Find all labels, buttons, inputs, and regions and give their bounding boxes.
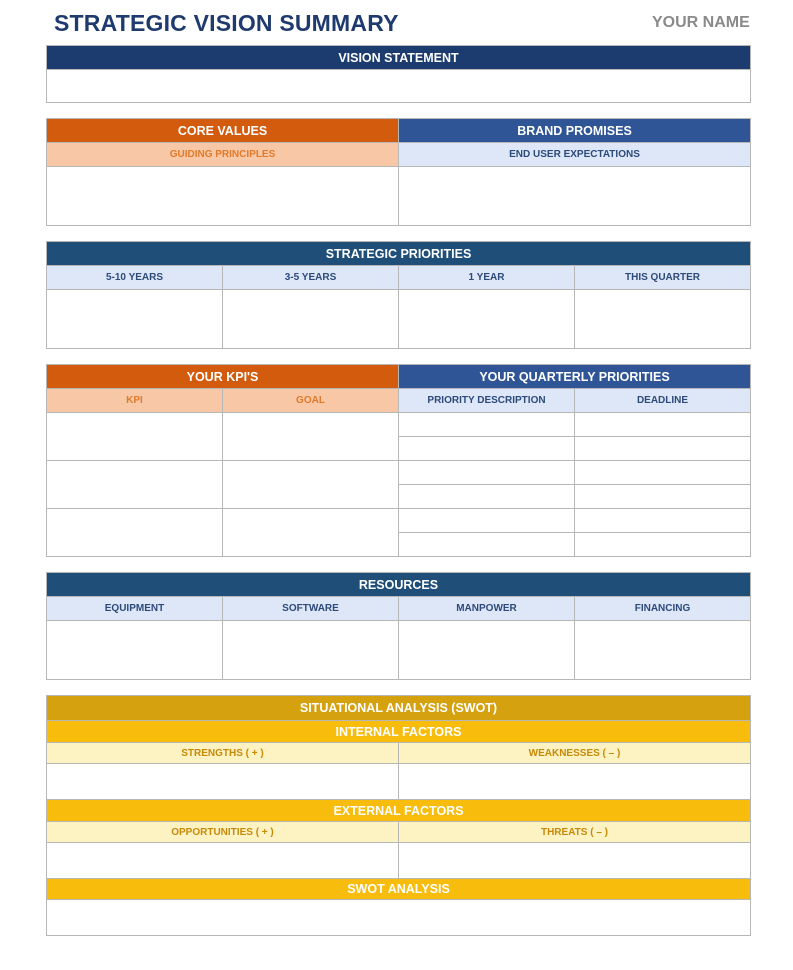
end-user-expectations-label: END USER EXPECTATIONS [399, 143, 751, 167]
page-title: STRATEGIC VISION SUMMARY [54, 10, 399, 36]
deadline-input[interactable] [575, 533, 751, 557]
priority-description-label: PRIORITY DESCRIPTION [399, 389, 575, 413]
deadline-input[interactable] [575, 413, 751, 437]
kpi-input[interactable] [47, 509, 223, 557]
weaknesses-label: WEAKNESSES ( – ) [399, 743, 751, 764]
priority-input[interactable] [399, 290, 575, 349]
resources-header: RESOURCES [47, 573, 751, 597]
priority-description-input[interactable] [399, 461, 575, 485]
threats-label: THREATS ( – ) [399, 822, 751, 843]
resource-col-label: MANPOWER [399, 597, 575, 621]
core-values-input[interactable] [47, 167, 399, 226]
priorities-section [46, 241, 751, 349]
deadline-input[interactable] [575, 461, 751, 485]
weaknesses-input[interactable] [399, 764, 751, 800]
core-values-header: CORE VALUES [47, 119, 399, 143]
priority-description-input[interactable] [399, 437, 575, 461]
deadline-input[interactable] [575, 485, 751, 509]
internal-factors-header: INTERNAL FACTORS [47, 721, 751, 743]
priority-col-label: 3-5 YEARS [223, 266, 399, 290]
goal-input[interactable] [223, 509, 399, 557]
threats-input[interactable] [399, 843, 751, 879]
opportunities-input[interactable] [47, 843, 399, 879]
goal-label: GOAL [223, 389, 399, 413]
kpi-label: KPI [47, 389, 223, 413]
swot-section [46, 695, 751, 936]
kpi-input[interactable] [47, 461, 223, 509]
goal-input[interactable] [223, 461, 399, 509]
resource-col-label: SOFTWARE [223, 597, 399, 621]
resource-input[interactable] [575, 621, 751, 680]
brand-promises-input[interactable] [399, 167, 751, 226]
deadline-input[interactable] [575, 437, 751, 461]
quarterly-priorities-header: YOUR QUARTERLY PRIORITIES [399, 365, 751, 389]
strengths-input[interactable] [47, 764, 399, 800]
brand-promises-header: BRAND PROMISES [399, 119, 751, 143]
priority-input[interactable] [47, 290, 223, 349]
resources-section [46, 572, 751, 680]
swot-header: SITUATIONAL ANALYSIS (SWOT) [47, 696, 751, 721]
deadline-label: DEADLINE [575, 389, 751, 413]
swot-analysis-input[interactable] [47, 900, 751, 936]
resource-input[interactable] [47, 621, 223, 680]
vision-input[interactable] [47, 70, 751, 103]
strengths-label: STRENGTHS ( + ) [47, 743, 399, 764]
resource-col-label: FINANCING [575, 597, 751, 621]
priority-col-label: 1 YEAR [399, 266, 575, 290]
values-section [46, 118, 751, 226]
opportunities-label: OPPORTUNITIES ( + ) [47, 822, 399, 843]
priority-input[interactable] [223, 290, 399, 349]
priority-description-input[interactable] [399, 509, 575, 533]
vision-header: VISION STATEMENT [47, 46, 751, 70]
vision-section [46, 45, 751, 103]
priority-description-input[interactable] [399, 413, 575, 437]
priorities-header: STRATEGIC PRIORITIES [47, 242, 751, 266]
goal-input[interactable] [223, 413, 399, 461]
resource-col-label: EQUIPMENT [47, 597, 223, 621]
kpi-input[interactable] [47, 413, 223, 461]
external-factors-header: EXTERNAL FACTORS [47, 800, 751, 822]
priority-description-input[interactable] [399, 485, 575, 509]
resource-input[interactable] [223, 621, 399, 680]
priority-col-label: THIS QUARTER [575, 266, 751, 290]
kpis-header: YOUR KPI'S [47, 365, 399, 389]
priority-input[interactable] [575, 290, 751, 349]
deadline-input[interactable] [575, 509, 751, 533]
priority-description-input[interactable] [399, 533, 575, 557]
swot-analysis-header: SWOT ANALYSIS [47, 879, 751, 900]
kpi-section [46, 364, 751, 557]
priority-col-label: 5-10 YEARS [47, 266, 223, 290]
guiding-principles-label: GUIDING PRINCIPLES [47, 143, 399, 167]
author-name: YOUR NAME [652, 14, 750, 31]
resource-input[interactable] [399, 621, 575, 680]
